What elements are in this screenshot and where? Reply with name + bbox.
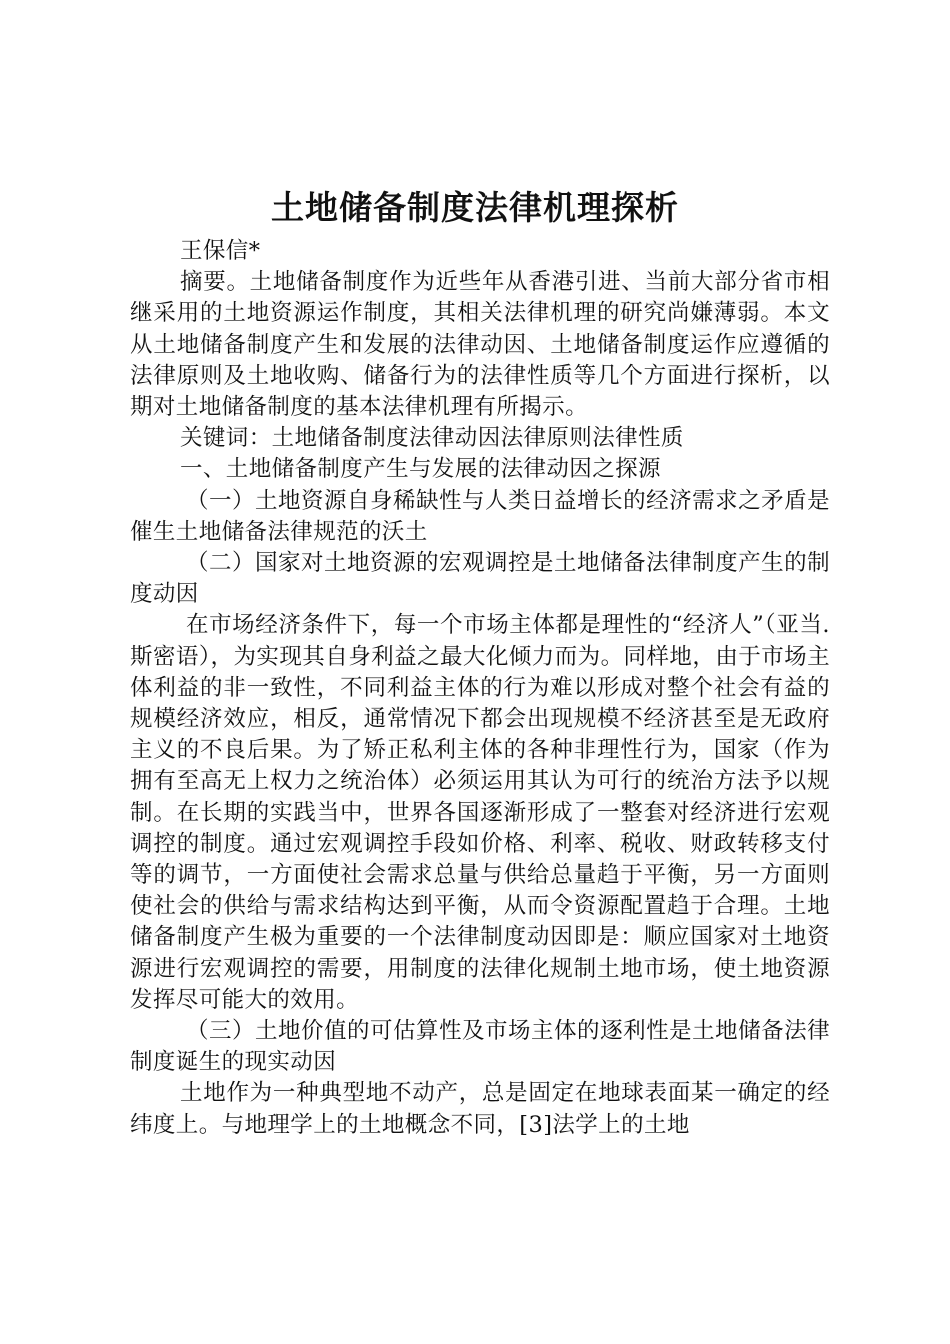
subsection-heading-1: （一）土地资源自身稀缺性与人类日益增长的经济需求之矛盾是催生土地储备法律规范的沃土 (130, 487, 830, 545)
document-body (130, 236, 830, 1141)
author-line: 王保信* (180, 238, 261, 264)
body-paragraph-2: 土地作为一种典型地不动产，总是固定在地球表面某一确定的经纬度上。与地理学上的土地概念不同，[3]法学上的土地 (130, 1080, 830, 1138)
keywords-line: 关键词：土地储备制度法律动因法律原则法律性质 (180, 425, 684, 452)
abstract-paragraph: 摘要。土地储备制度作为近些年从香港引进、当前大部分省市相继采用的土地资源运作制度，其相关法律机理的研究尚嫌薄弱。本文从土地储备制度产生和发展的法律动因、土地储备制度运作应遵循的法律原则及土地收购、储备行为的法律性质等几个方面进行探析，以期对土地储备制度的基本法律机理有所揭示。 (130, 269, 830, 421)
subsection-heading-3: （三）土地价值的可估算性及市场主体的逐利性是土地储备法律制度诞生的现实动因 (130, 1018, 830, 1076)
section-heading-1: 一、土地储备制度产生与发展的法律动因之探源 (180, 456, 661, 483)
subsection-heading-2: （二）国家对土地资源的宏观调控是土地储备法律制度产生的制度动因 (130, 550, 830, 608)
body-paragraph-1: 在市场经济条件下，每一个市场主体都是理性的“经济人”（亚当.斯密语），为实现其自身利益之最大化倾力而为。同样地，由于市场主体利益的非一致性，不同利益主体的行为难以形成对整个社会有益的规模经济效应，相反，通常情况下都会出现规模不经济甚至是无政府主义的不良后果。为了矫正私利主体的各种非理性行为，国家（作为拥有至高无上权力之统治体）必须运用其认为可行的统治方法予以规制。在长期的实践当中，世界各国逐渐形成了一整套对经济进行宏观调控的制度。通过宏观调控手段如价格、利率、税收、财政转移支付等的调节，一方面使社会需求总量与供给总量趋于平衡，另一方面则使社会的供给与需求结构达到平衡，从而令资源配置趋于合理。土地储备制度产生极为重要的一个法律制度动因即是：顺应国家对土地资源进行宏观调控的需要，用制度的法律化规制土地市场，使土地资源发挥尽可能大的效用。 (130, 612, 830, 1013)
document-title: 土地储备制度法律机理探析 (271, 188, 679, 227)
